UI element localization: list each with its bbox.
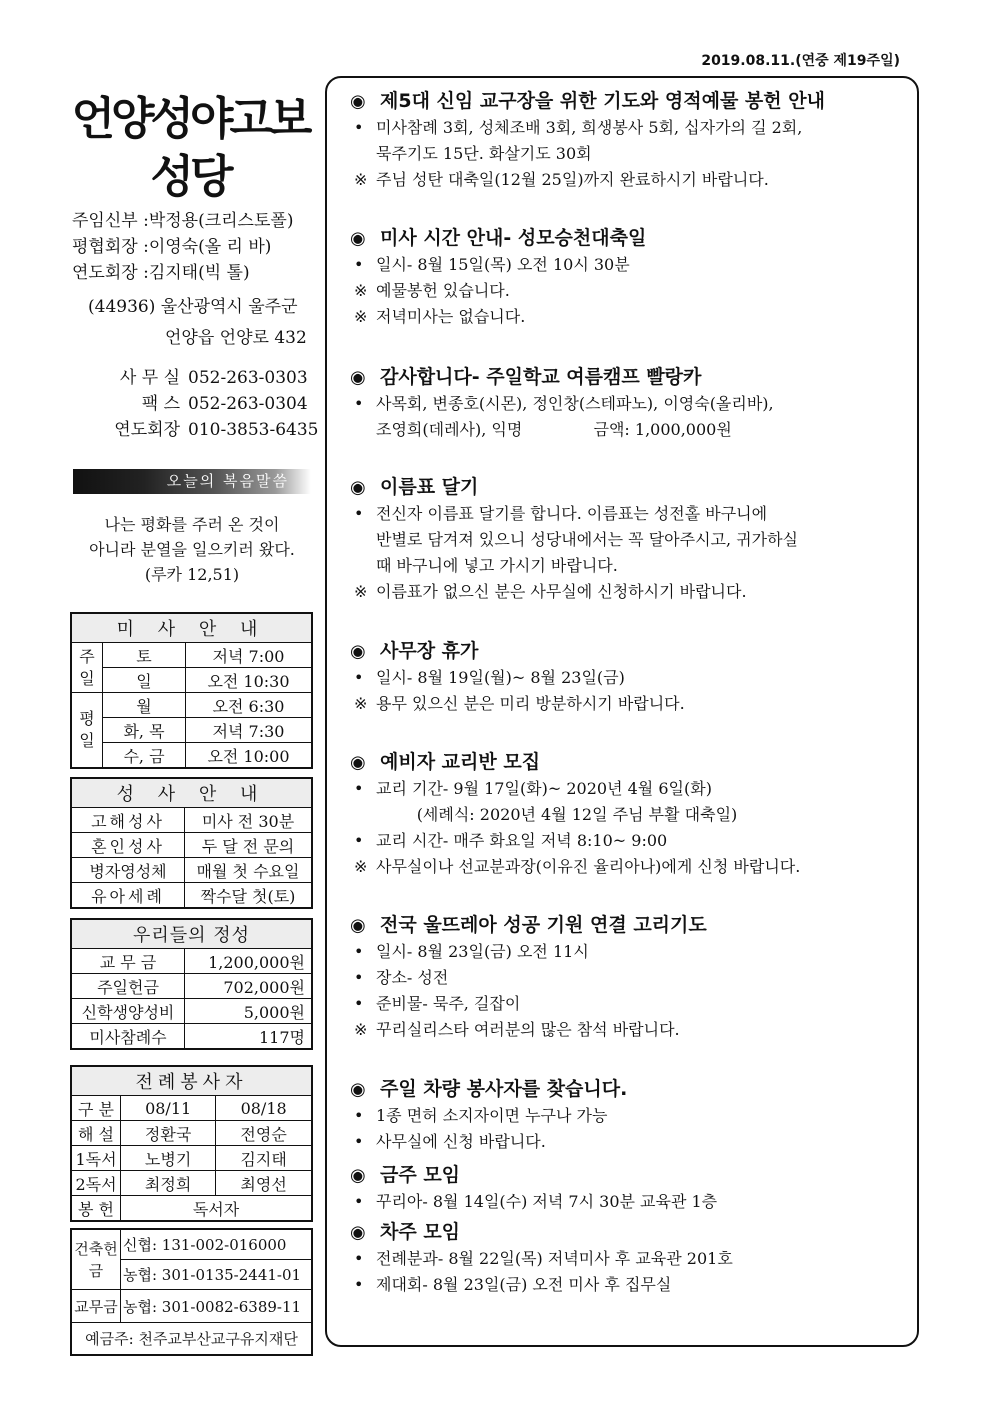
notice-line-marker: ※ bbox=[354, 694, 368, 713]
minister-role: 구 분 bbox=[71, 1096, 121, 1121]
offering-label: 신학생양성비 bbox=[71, 999, 185, 1024]
sacrament-name: 혼인성사 bbox=[71, 833, 185, 858]
address bbox=[88, 292, 308, 354]
gospel-line: 아니라 분열을 일으키러 왔다. bbox=[89, 540, 295, 559]
notice-heading bbox=[350, 88, 910, 115]
staff-yeondo-president: 연도회장 :김지태(빅 톨) bbox=[72, 263, 250, 283]
notice-line-text: 일시- 8월 15일(목) 오전 10시 30분 bbox=[376, 255, 630, 274]
building-fund-label: 건축헌금 bbox=[71, 1229, 121, 1290]
notice-item bbox=[350, 364, 910, 443]
mass-day: 월 bbox=[103, 693, 186, 718]
notice-line bbox=[350, 501, 910, 527]
notice-line-marker: ※ bbox=[354, 170, 368, 189]
notice-line-text: 일시- 8월 19일(월)~ 8월 23일(금) bbox=[376, 668, 625, 687]
notice-line bbox=[350, 1017, 910, 1043]
sacrament-info: 매월 첫 수요일 bbox=[185, 858, 313, 883]
notice-line-text: 때 바구니에 넣고 가시기 바랍니다. bbox=[376, 556, 618, 575]
notice-line-marker: • bbox=[354, 1132, 364, 1151]
minister-date: 08/11 bbox=[121, 1096, 216, 1121]
ministers-header: 전례봉사자 bbox=[71, 1066, 312, 1096]
notice-line bbox=[350, 776, 910, 802]
contact-label: 팩 스 bbox=[141, 394, 180, 414]
bullet-circle-icon: ◉ bbox=[350, 367, 366, 388]
notice-heading bbox=[350, 912, 910, 939]
notice-line bbox=[350, 141, 910, 167]
notice-line bbox=[350, 854, 910, 880]
notice-title: 금주 모임 bbox=[380, 1164, 461, 1186]
notice-heading bbox=[350, 638, 910, 665]
notice-line-text: 교리 시간- 매주 화요일 저녁 8:10~ 9:00 bbox=[376, 831, 668, 850]
notice-line bbox=[350, 1246, 910, 1272]
offerings-header: 우리들의 정성 bbox=[71, 919, 312, 949]
minister-name: 최영선 bbox=[216, 1171, 312, 1196]
notice-line bbox=[350, 965, 910, 991]
notice-item bbox=[350, 749, 910, 880]
mass-day: 화, 목 bbox=[103, 718, 186, 743]
notice-title: 전국 울뜨레아 성공 기원 연결 고리기도 bbox=[380, 914, 707, 936]
staff-list bbox=[72, 208, 312, 286]
notice-title: 예비자 교리반 모집 bbox=[380, 751, 541, 773]
notice-line-text: 제대회- 8월 23일(금) 오전 미사 후 집무실 bbox=[376, 1275, 672, 1294]
contact-label: 사 무 실 bbox=[119, 368, 180, 388]
offering-amount: 1,200,000원 bbox=[185, 949, 313, 974]
notice-item bbox=[350, 1162, 910, 1215]
notice-line bbox=[350, 252, 910, 278]
notice-line-text: 미사참례 3회, 성체조배 3회, 희생봉사 5회, 십자가의 길 2회, bbox=[376, 118, 803, 137]
notice-line-text: 꾸리실리스타 여러분의 많은 참석 바랍니다. bbox=[376, 1020, 680, 1039]
offering-label: 미사참례수 bbox=[71, 1024, 185, 1050]
notice-heading bbox=[350, 225, 910, 252]
notice-line bbox=[350, 167, 910, 193]
notice-line bbox=[350, 417, 910, 443]
notice-line-text: 1종 면허 소지자이면 누구나 가능 bbox=[376, 1106, 608, 1125]
notice-line bbox=[350, 278, 910, 304]
notice-line bbox=[350, 1129, 910, 1155]
building-account: 농협: 301-0135-2441-01 bbox=[121, 1260, 313, 1290]
notice-line-text: 사목회, 변종호(시몬), 정인창(스테파노), 이영숙(올리바), bbox=[376, 394, 774, 413]
notice-line bbox=[350, 391, 910, 417]
mass-time: 오전 10:30 bbox=[186, 668, 313, 693]
bullet-circle-icon: ◉ bbox=[350, 477, 366, 498]
gospel-line: 나는 평화를 주러 온 것이 bbox=[104, 515, 280, 534]
bullet-circle-icon: ◉ bbox=[350, 1079, 366, 1100]
notice-line-text: 묵주기도 15단. 화살기도 30회 bbox=[376, 144, 592, 163]
tithe-label: 교무금 bbox=[71, 1290, 121, 1323]
notice-line-marker: ※ bbox=[354, 582, 368, 601]
notice-line-marker: ※ bbox=[354, 281, 368, 300]
notice-line bbox=[350, 553, 910, 579]
parish-name-suffix: 성당 bbox=[150, 150, 230, 203]
notice-line-marker: • bbox=[354, 668, 364, 687]
notice-line bbox=[350, 665, 910, 691]
mass-day: 토 bbox=[103, 643, 186, 668]
offerings-table bbox=[70, 918, 313, 1050]
notice-heading bbox=[350, 749, 910, 776]
staff-council-president: 평협회장 :이영숙(올 리 바) bbox=[72, 237, 272, 257]
notice-item bbox=[350, 1219, 910, 1298]
notice-line-text: 전례분과- 8월 22일(목) 저녁미사 후 교육관 201호 bbox=[376, 1249, 733, 1268]
notice-heading bbox=[350, 1076, 910, 1103]
minister-role: 해 설 bbox=[71, 1121, 121, 1146]
notice-line-text: 반별로 담겨져 있으니 성당내에서는 꼭 달아주시고, 귀가하실 bbox=[376, 530, 799, 549]
notice-title: 감사합니다- 주일학교 여름캠프 빨랑카 bbox=[380, 366, 702, 388]
bullet-circle-icon: ◉ bbox=[350, 91, 366, 112]
notice-line bbox=[350, 991, 910, 1017]
notice-title: 차주 모임 bbox=[380, 1221, 461, 1243]
notice-line-marker: • bbox=[354, 994, 364, 1013]
minister-role: 1독서 bbox=[71, 1146, 121, 1171]
notice-item bbox=[350, 1076, 910, 1155]
notice-line-marker: • bbox=[354, 779, 364, 798]
notice-line-marker: • bbox=[354, 118, 364, 137]
contact-value: 052-263-0303 bbox=[188, 368, 308, 388]
notice-line-marker: • bbox=[354, 394, 364, 413]
notice-line-marker: ※ bbox=[354, 307, 368, 326]
notice-line-marker: ※ bbox=[354, 1020, 368, 1039]
notice-line bbox=[350, 1272, 910, 1298]
contact-value: 052-263-0304 bbox=[188, 394, 308, 414]
minister-name: 최정희 bbox=[121, 1171, 216, 1196]
mass-day: 수, 금 bbox=[103, 743, 186, 769]
bullet-circle-icon: ◉ bbox=[350, 1222, 366, 1243]
mass-schedule-header: 미 사 안 내 bbox=[71, 613, 312, 643]
mass-schedule-table bbox=[70, 612, 313, 769]
notice-title: 주일 차량 봉사자를 찾습니다. bbox=[380, 1078, 628, 1100]
address-line-2: 언양읍 언양로 432 bbox=[165, 328, 307, 348]
notice-line bbox=[350, 579, 910, 605]
notice-heading bbox=[350, 1162, 910, 1189]
notice-item bbox=[350, 912, 910, 1043]
minister-name: 정환국 bbox=[121, 1121, 216, 1146]
mass-group-weekday: 평일 bbox=[71, 693, 103, 769]
building-account: 신협: 131-002-016000 bbox=[121, 1229, 313, 1260]
mass-time: 오전 6:30 bbox=[186, 693, 313, 718]
notice-line-text: 예물봉헌 있습니다. bbox=[376, 281, 510, 300]
ministers-table bbox=[70, 1065, 313, 1222]
notice-line bbox=[350, 828, 910, 854]
bullet-circle-icon: ◉ bbox=[350, 752, 366, 773]
offering-amount: 117명 bbox=[185, 1024, 313, 1050]
notice-line-text: (세례식: 2020년 4월 12일 주님 부활 대축일) bbox=[376, 805, 738, 824]
notice-heading bbox=[350, 1219, 910, 1246]
offering-label: 주일헌금 bbox=[71, 974, 185, 999]
notice-line-text: 장소- 성전 bbox=[376, 968, 449, 987]
notice-line bbox=[350, 1189, 910, 1215]
mass-group-sunday: 주일 bbox=[71, 643, 103, 693]
notice-line-marker: • bbox=[354, 1249, 364, 1268]
notice-line-marker: • bbox=[354, 504, 364, 523]
notice-line bbox=[350, 939, 910, 965]
parish-name: 언양성야고보 bbox=[71, 92, 309, 145]
notice-heading bbox=[350, 474, 910, 501]
notice-item bbox=[350, 638, 910, 717]
notice-item bbox=[350, 225, 910, 330]
offering-amount: 5,000원 bbox=[185, 999, 313, 1024]
notice-line-text: 교리 기간- 9월 17일(화)~ 2020년 4월 6일(화) bbox=[376, 779, 712, 798]
bullet-circle-icon: ◉ bbox=[350, 1165, 366, 1186]
contact-yeondo bbox=[96, 417, 318, 443]
notice-line-marker: • bbox=[354, 831, 364, 850]
sacrament-name: 병자영성체 bbox=[71, 858, 185, 883]
notice-line bbox=[350, 115, 910, 141]
mass-day: 일 bbox=[103, 668, 186, 693]
offering-amount: 702,000원 bbox=[185, 974, 313, 999]
staff-pastor: 주임신부 :박정용(크리스토폴) bbox=[72, 211, 294, 231]
minister-role: 봉 헌 bbox=[71, 1196, 121, 1222]
notice-line-text: 저녁미사는 없습니다. bbox=[376, 307, 526, 326]
sacrament-name: 유아세례 bbox=[71, 883, 185, 909]
notice-title: 미사 시간 안내- 성모승천대축일 bbox=[380, 227, 647, 249]
notice-line-marker: • bbox=[354, 255, 364, 274]
bullet-circle-icon: ◉ bbox=[350, 228, 366, 249]
sacrament-info: 미사 전 30분 bbox=[185, 808, 313, 833]
notice-line-text: 일시- 8월 23일(금) 오전 11시 bbox=[376, 942, 589, 961]
contact-office bbox=[96, 365, 318, 391]
contact-value: 010-3853-6435 bbox=[188, 420, 319, 440]
notice-line-text: 이름표가 없으신 분은 사무실에 신청하시기 바랍니다. bbox=[376, 582, 747, 601]
contact-label: 연도회장 bbox=[114, 420, 180, 440]
notice-title: 이름표 달기 bbox=[380, 476, 479, 498]
contact-fax bbox=[96, 391, 318, 417]
accounts-table bbox=[70, 1228, 313, 1356]
mass-time: 저녁 7:00 bbox=[186, 643, 313, 668]
notice-title: 제5대 신임 교구장을 위한 기도와 영적예물 봉헌 안내 bbox=[380, 90, 825, 112]
minister-name: 노병기 bbox=[121, 1146, 216, 1171]
mass-time: 오전 10:00 bbox=[186, 743, 313, 769]
notice-line-marker: • bbox=[354, 1106, 364, 1125]
address-line-1: (44936) 울산광역시 울주군 bbox=[88, 297, 298, 317]
notice-line-text: 사무실에 신청 바랍니다. bbox=[376, 1132, 546, 1151]
account-holder: 예금주: 천주교부산교구유지재단 bbox=[71, 1323, 312, 1356]
bullet-circle-icon: ◉ bbox=[350, 915, 366, 936]
minister-name: 김지태 bbox=[216, 1146, 312, 1171]
gospel-header: 오늘의 복음말씀 bbox=[73, 469, 311, 494]
sacrament-name: 고해성사 bbox=[71, 808, 185, 833]
notice-line-marker: • bbox=[354, 968, 364, 987]
notice-line-text: 전신자 이름표 달기를 합니다. 이름표는 성전홀 바구니에 bbox=[376, 504, 768, 523]
minister-role: 2독서 bbox=[71, 1171, 121, 1196]
tithe-account: 농협: 301-0082-6389-11 bbox=[121, 1290, 313, 1323]
bulletin-date: 2019.08.11.(연중 제19주일) bbox=[701, 53, 900, 69]
mass-time: 저녁 7:30 bbox=[186, 718, 313, 743]
notice-line bbox=[350, 304, 910, 330]
notice-line-text: 주님 성탄 대축일(12월 25일)까지 완료하시기 바랍니다. bbox=[376, 170, 769, 189]
notice-line-text: 용무 있으신 분은 미리 방분하시기 바랍니다. bbox=[376, 694, 685, 713]
notice-line-marker: • bbox=[354, 942, 364, 961]
notice-line bbox=[350, 691, 910, 717]
notice-line-text: 준비물- 묵주, 길잡이 bbox=[376, 994, 521, 1013]
notice-line bbox=[350, 802, 910, 828]
gospel-reference: (루카 12,51) bbox=[144, 565, 240, 584]
notice-line bbox=[350, 1103, 910, 1129]
notice-item bbox=[350, 474, 910, 605]
contact-list bbox=[96, 365, 318, 443]
notice-line-text: 조영희(데레사), 익명 금액: 1,000,000원 bbox=[376, 420, 732, 439]
notice-line bbox=[350, 527, 910, 553]
notice-line-marker: • bbox=[354, 1275, 364, 1294]
notice-title: 사무장 휴가 bbox=[380, 640, 479, 662]
bullet-circle-icon: ◉ bbox=[350, 641, 366, 662]
gospel-text bbox=[76, 512, 308, 587]
notice-heading bbox=[350, 364, 910, 391]
minister-offering: 독서자 bbox=[121, 1196, 313, 1222]
minister-name: 전영순 bbox=[216, 1121, 312, 1146]
notice-line-text: 꾸리아- 8월 14일(수) 저녁 7시 30분 교육관 1층 bbox=[376, 1192, 718, 1211]
sacraments-header: 성 사 안 내 bbox=[71, 778, 312, 808]
sacrament-info: 두 달 전 문의 bbox=[185, 833, 313, 858]
notice-line-marker: • bbox=[354, 1192, 364, 1211]
offering-label: 교 무 금 bbox=[71, 949, 185, 974]
sacraments-table bbox=[70, 777, 313, 909]
minister-date: 08/18 bbox=[216, 1096, 312, 1121]
sacrament-info: 짝수달 첫(토) bbox=[185, 883, 313, 909]
notice-line-marker: ※ bbox=[354, 857, 368, 876]
notice-line-text: 사무실이나 선교분과장(이유진 율리아나)에게 신청 바랍니다. bbox=[376, 857, 801, 876]
notice-item bbox=[350, 88, 910, 193]
